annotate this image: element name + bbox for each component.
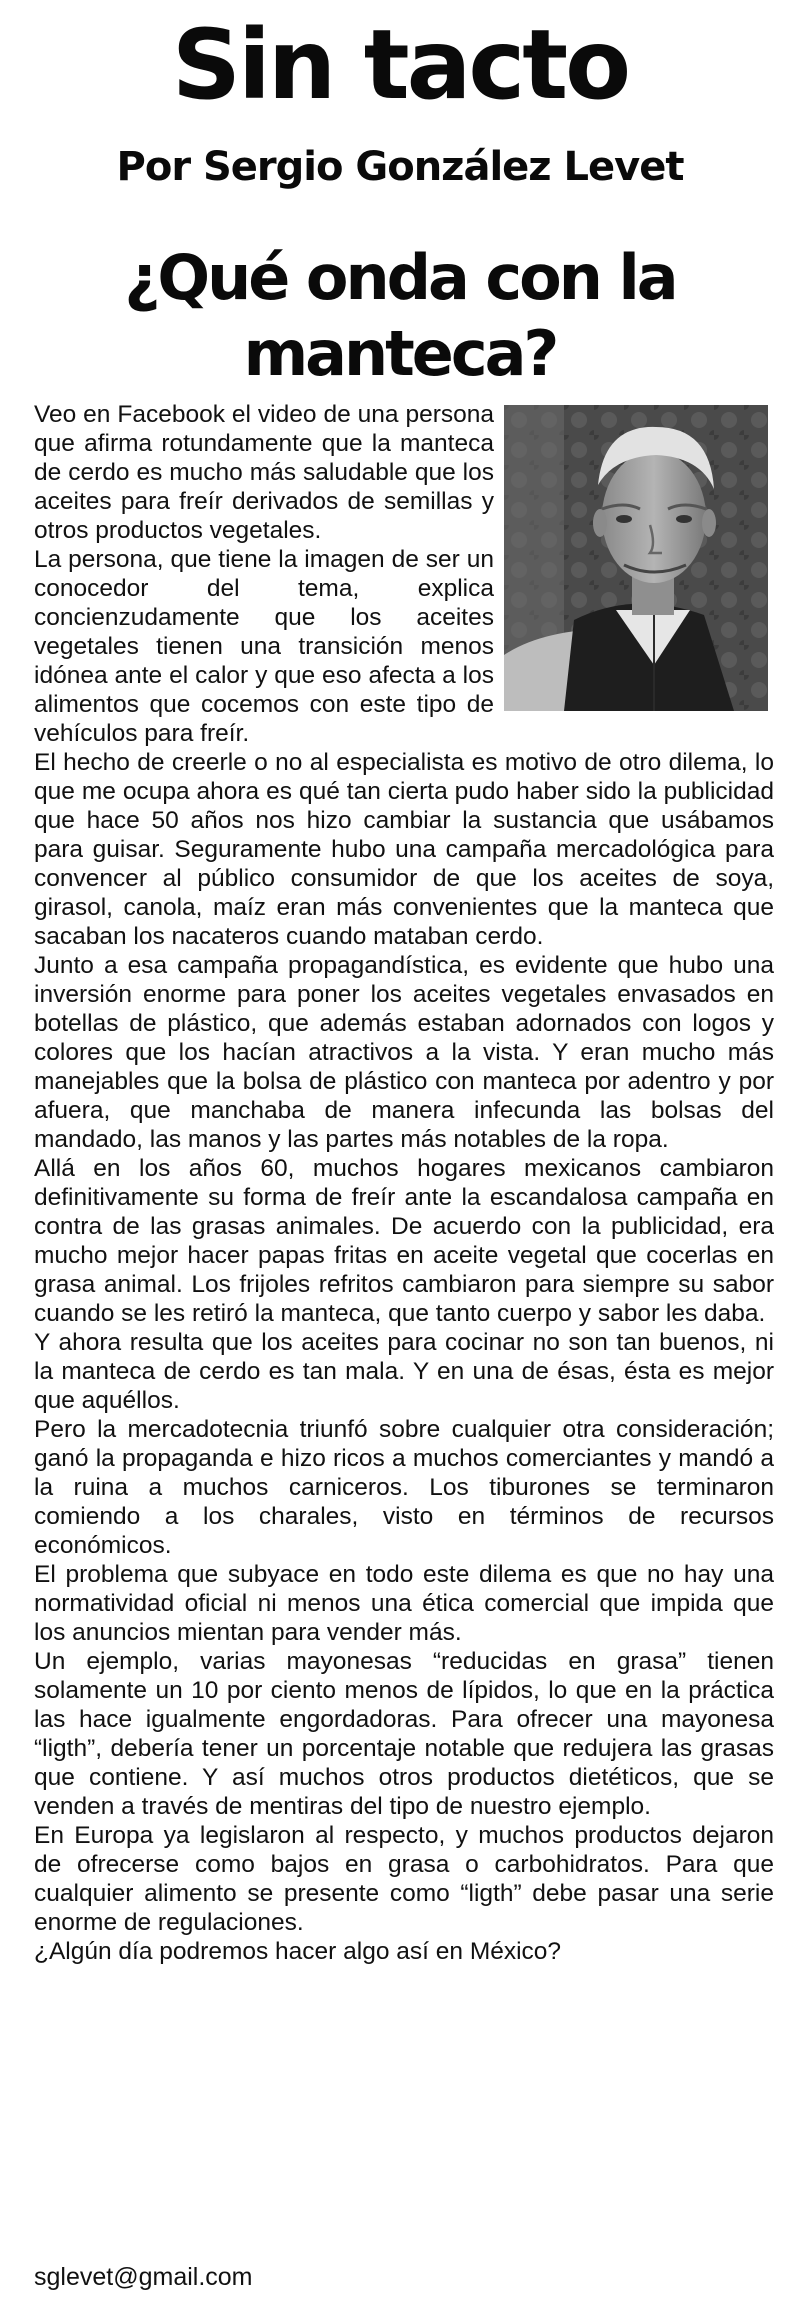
article-paragraph: Un ejemplo, varias mayonesas “reducidas en grasa” tienen solamente un 10 por ciento menos de lípidos, lo que en la práctica las hace igualmente engordadoras. Para ofrecer una mayonesa “ligth”, debería tener un porcentaje notable que redujera las grasas que contiene. Y así muchos otros productos dietéticos, que se venden a través de mentiras del tipo de nuestro ejemplo. — [34, 1648, 774, 1820]
article-paragraph: El hecho de creerle o no al especialista es motivo de otro dilema, lo que me ocupa ahora es qué tan cierta pudo haber sido la publicidad que hace 50 años nos hizo cambiar la sustancia que usábamos para guisar. Seguramente hubo una campaña mercadológica para convencer al público consumidor de que los aceites de soya, girasol, canola, maíz eran más convenientes que la manteca que sacaban los nacateros cuando mataban cerdo. — [34, 749, 774, 950]
article-paragraph: Junto a esa campaña propagandística, es evidente que hubo una inversión enorme para poner los aceites vegetales envasados en botellas de plástico, que además estaban adornados con logos y colores que los hacían atractivos a la vista. Y eran mucho más manejables que la bolsa de plástico con manteca por adentro y por afuera, que manchaba de manera infecunda las bolsas del mandado, las manos y las partes más notables de la ropa. — [34, 952, 774, 1153]
article-paragraph: La persona, que tiene la imagen de ser un conocedor del tema, explica concienzudamente que los aceites vegetales tienen una transición menos idónea ante el calor y que eso afecta a los alimentos que cocemos con este tipo de vehículos para freír. — [34, 546, 494, 747]
article-paragraph: Y ahora resulta que los aceites para cocinar no son tan buenos, ni la manteca de cerdo es tan mala. Y en una de ésas, ésta es mejor que aquéllos. — [34, 1329, 774, 1414]
article-paragraph: Pero la mercadotecnia triunfó sobre cualquier otra consideración; ganó la propaganda e hizo ricos a muchos comerciantes y mandó a la ruina a muchos carniceros. Los tiburones se terminaron comiendo a los charales, visto en términos de recursos económicos. — [34, 1416, 774, 1559]
article-paragraph: En Europa ya legislaron al respecto, y muchos productos dejaron de ofrecerse como bajos en grasa o carbohidratos. Para que cualquier alimento se presente como “ligth” debe pasar una serie enorme de regulaciones. — [34, 1822, 774, 1936]
photo-spacer — [494, 400, 774, 726]
column-title: Sin tacto — [171, 9, 629, 121]
article-headline: ¿Qué onda con la manteca? — [124, 241, 676, 390]
author-byline: Por Sergio González Levet — [116, 144, 684, 190]
article-paragraph: El problema que subyace en todo este dilema es que no hay una normatividad oficial ni menos una ética comercial que impida que los anuncios mientan para vender más. — [34, 1561, 774, 1646]
article-paragraph: Allá en los años 60, muchos hogares mexicanos cambiaron definitivamente su forma de freír ante la escandalosa campaña en contra de las grasas animales. De acuerdo con la publicidad, era mucho mejor hacer papas fritas en aceite vegetal que cocerlas en grasa animal. Los frijoles refritos cambiaron para siempre su sabor cuando se les retiró la manteca, que tanto cuerpo y sabor les daba. — [34, 1155, 774, 1327]
author-email: sglevet@gmail.com — [34, 2263, 253, 2291]
article-body — [34, 400, 774, 1966]
article-paragraph: Veo en Facebook el video de una persona que afirma rotundamente que la manteca de cerdo es mucho más saludable que los aceites para freír derivados de semillas y otros productos vegetales. — [34, 401, 494, 544]
article-paragraph: ¿Algún día podremos hacer algo así en México? — [34, 1938, 562, 1965]
